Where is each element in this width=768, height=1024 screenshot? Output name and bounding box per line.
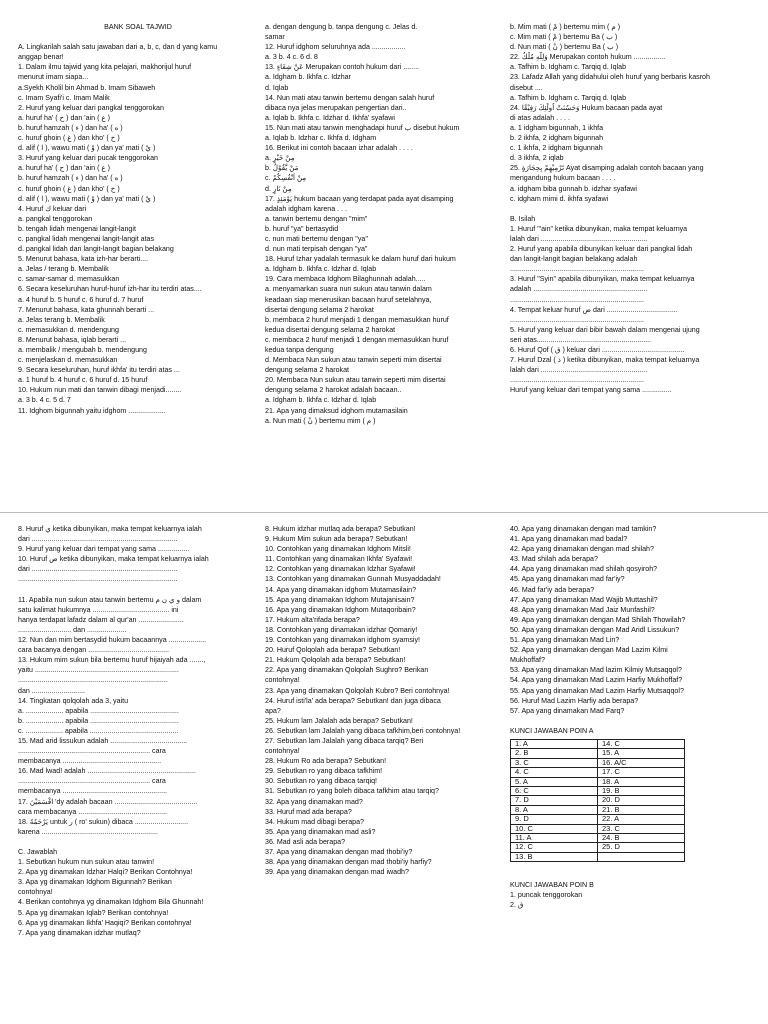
page1-col3-line: 6. Huruf Qof ( ق ) keluar dari .......................................... (510, 346, 685, 354)
answer-key-cell: 7. D (511, 796, 598, 805)
page2-col2-line: 13. Contohkan yang dinamakan Gunnah Musyaddadah! (265, 575, 441, 584)
page2-col2-line: 27. Sebutkan lam Jalalah yang dibaca tarqiq? Beri (265, 736, 424, 745)
page2-col3-line: 52. Apa yang dinamakan dengan Mad Lazim Kilmi (510, 646, 668, 655)
page1-col1-line: a. 1 huruf b. 4 huruf c. 6 huruf d. 15 huruf (18, 376, 148, 385)
page1-col2-line: kedua tanpa dengung (265, 346, 334, 354)
page1-col3-line: b. Mim mati ( مْ ) bertemu mim ( م ) (510, 23, 621, 31)
answer-key-row (511, 749, 685, 758)
answer-key-cell: 12. C (511, 843, 598, 852)
page2-col1-line: a. ................... apabila ............................................. (18, 706, 179, 715)
page2-col2-line: 33. Huruf mad ada berapa? (265, 807, 352, 816)
page2-col1-line: 17. اقْسَمَيْنَ 'dy adalah bacaan .......................................... (18, 797, 198, 806)
page1-col3-line: 4. Tempat keluar huruf ض dari .................................... (510, 305, 678, 314)
page2-col3-line: 56. Huruf Mad Lazim Harfiy ada berapa? (510, 696, 639, 705)
page1-col2-line: 18. Huruf Izhar yadalah termasuk ke dalam huruf dari hukum (265, 255, 456, 264)
page1-col2-line: 21. Apa yang dimaksud idghom mutamasilain (265, 406, 408, 415)
page1-col1-line (18, 32, 258, 42)
page1-col2-line: a. dengan dengung b. tanpa dengung c. Jelas d. (265, 23, 418, 31)
page2-col3-line: 57. Apa yang dinamakan Mad Farq? (510, 706, 625, 715)
page1-col1-line: 9. Secara keseluruhan, huruf ikhfa' itu terdiri atas ... (18, 366, 180, 375)
answer-key-cell: 20. D (598, 796, 685, 805)
answer-key-cell: 23. C (598, 824, 685, 833)
page2-col3-line: 54. Apa yang dinamakan Mad Lazim Harfiy Mukhoffaf? (510, 676, 683, 685)
page2-col1-line: 1. Sebutkan hukum nun sukun atau tanwin! (18, 858, 155, 867)
page1-col1-line: c. Imam Syafi'i c. Imam Malik (18, 93, 110, 102)
page2-col2-line: 31. Sebutkan ro yang boleh dibaca tafkhim atau tarqiq? (265, 787, 439, 796)
page1-col1-line: 8. Menurut bahasa, iqlab berarti ... (18, 335, 127, 344)
page2-col3-line: Mukhoffaf? (510, 656, 545, 665)
answer-key-cell: 8. A (511, 805, 598, 814)
page1-col3-line (510, 204, 750, 214)
page1-col1-line: a. huruf ha' ( ح ) dan 'ain ( ع ) (18, 164, 110, 173)
page1-col1-line: c. menjelaskan d. memasukkan (18, 356, 118, 365)
page1-col1-line: A. Lingkarilah salah satu jawaban dari a, b, c, dan d yang kamu (18, 43, 218, 52)
page2-col3-line: 48. Apa yang dinamakan Mad Jaiz Munfashil? (510, 605, 655, 614)
page-2-column-2 (265, 524, 505, 877)
page1-col2-line: c. nun mati bertemu dengan "ya" (265, 234, 368, 243)
page1-col1-line: d. pangkal lidah dan langit-langit bagian belakang (18, 245, 174, 254)
page1-col2-line: 20. Membaca Nun sukun atau tanwin seperti mim disertai (265, 376, 446, 385)
answer-key-row (511, 739, 685, 748)
page1-col1-line: BANK SOAL TAJWID (104, 23, 172, 31)
page1-col2-line: 16. Berikut ini contoh bacaan izhar adalah . . . . (265, 144, 413, 153)
page1-col2-line: a. menyamarkan suara nun sukun atau tanwin dalam (265, 285, 432, 294)
page2-col1-line: 3. Apa yg dinamakan Idghom Bigunnah? Berikan (18, 878, 172, 887)
page1-col3-line: .................................................................... (510, 295, 645, 304)
answer-key-row (511, 768, 685, 777)
page2-col1-line: 7. Apa yang dinamakan idzhar mutlaq? (18, 928, 141, 937)
page2-col2-line: 23. Apa yang dinamakan Qolqolah Kubro? Beri contohnya! (265, 686, 450, 695)
page2-col1-line: membacanya ..................................................... (18, 787, 168, 796)
answer-key-row (511, 834, 685, 843)
answer-key-cell: 19. B (598, 787, 685, 796)
page1-col2-line: c. membaca 2 huruf menjadi 1 dengan memasukkan huruf (265, 335, 449, 344)
page1-col1-line: b. huruf hamzah ( ء ) dan ha' ( ه ) (18, 123, 123, 132)
page1-col2-line: d. Membaca Nun sukun atau tanwin seperti mim disertai (265, 356, 442, 365)
page2-col1-line: membacanya .................................................. (18, 757, 162, 766)
page1-col3-line: .................................................................... (510, 315, 645, 324)
page2-col2-line: 39. Apa yang dinamakan dengan mad iwadh? (265, 868, 409, 877)
page1-col2-line: a. 3 b. 4 c. 6 d. 8 (265, 53, 318, 62)
page1-col3-line: b. 2 ikhfa, 2 idgham bigunnah (510, 134, 604, 143)
page1-col1-line: 10. Hukum nun mati dan tanwin dibagi menjadi........ (18, 386, 182, 395)
answer-key-cell: 13. B (511, 852, 598, 861)
page1-col1-line: d. alif ( ا ), wawu mati ( وْ ) dan ya' mati ( يْ ) (18, 144, 156, 153)
page2-col1-line: 9. Huruf yang keluar dari tempat yang sama ................ (18, 545, 190, 554)
answer-key-b-item: 2. ق (510, 901, 524, 910)
page2-col3-line: 55. Apa yang dinamakan Mad Lazim Harfiy Mutsaqqol? (510, 686, 684, 695)
page2-col2-line: 8. Hukum idzhar mutlaq ada berapa? Sebutkan! (265, 525, 416, 533)
page2-col2-line: 20. Huruf Qolqolah ada berapa? Sebutkan! (265, 646, 401, 655)
answer-key-b-title: KUNCI JAWABAN POIN B (510, 881, 594, 890)
answer-key-cell: 2. B (511, 749, 598, 758)
page1-col2-line: kedua disertai dengung selama 2 harokat (265, 325, 396, 334)
page2-col2-line: 10. Contohkan yang dinamakan Idghom Mitsli! (265, 545, 411, 554)
page2-col1-line: 2. Apa yg dinamakan Idzhar Halqi? Berikan Contohnya! (18, 868, 193, 877)
page1-col2-line: d. Iqlab (265, 83, 289, 92)
page1-col1-line: 1. Dalam ilmu tajwid yang kita pelajari, makhorijul huruf (18, 63, 192, 72)
page1-col3-line: 5. Huruf yang keluar dari bibir bawah dalam mengenai ujung (510, 325, 700, 334)
page1-col2-line: a. مِنْ خَيْرٍ (265, 154, 295, 163)
answer-key-row (511, 787, 685, 796)
page1-col2-line: a. Iqlab b. Ikhfa c. Idzhar d. Ikhfa' syafawi (265, 113, 395, 122)
page1-col2-line: samar (265, 33, 285, 42)
page2-col1-line: 6. Apa yg dinamakan Ikhfa' Haqiqi? Berikan contohnya! (18, 918, 192, 927)
page1-col3-line: a. Tafhim b. Idgham c. Tarqiq d. Iqlab (510, 93, 627, 102)
page2-col2-line: 24. Huruf isti'la' ada berapa? Sebutkan! dan juga dibaca (265, 696, 441, 705)
page2-col1-line: 13. Hukum mim sukun bila bertemu huruf hijaiyah ada ......., (18, 656, 206, 665)
answer-key-cell: 1. A (511, 739, 598, 748)
page2-col2-line: 21. Hukum Qolqolah ada berapa? Sebutkan! (265, 656, 406, 665)
page2-col1-line: ........................... dan .................... (18, 625, 127, 634)
answer-key-row (511, 777, 685, 786)
page2-col2-line: 19. Contohkan yang dinamakan idghom syamsiy! (265, 636, 420, 645)
page-1-column-3 (510, 22, 750, 395)
answer-key-a-table (510, 739, 685, 862)
page2-col1-line (18, 585, 258, 595)
page1-col2-line: 13. عَنْ شِفَاءٍ Merupakan contoh hukum dari ........ (265, 63, 420, 72)
page1-col3-line: 25. تَرْمِيْهِمْ بِحِجَارَةٍ Ayat disamping adalah contoh bacaan yang (510, 164, 704, 173)
page1-col3-line: disebut .... (510, 83, 543, 92)
page1-col3-line: c. 1 ikhfa, 2 idgham bigunnah (510, 144, 603, 153)
page1-col2-line: 19. Cara membaca Idghom Bilaghunnah adalah..... (265, 275, 426, 284)
answer-key-cell: 21. B (598, 805, 685, 814)
page2-col2-line: 18. Contohkan yang dinamakan idzhar Qomariy! (265, 625, 418, 634)
answer-key-cell: 17. C (598, 768, 685, 777)
page2-col2-line: 38. Apa yang dinamakan dengan mad thobi'iy harfiy? (265, 858, 432, 867)
answer-key-cell: 4. C (511, 768, 598, 777)
page2-col1-line: ................................................................................. (18, 575, 178, 584)
answer-key-cell: 10. C (511, 824, 598, 833)
page1-col1-line: c. huruf ghoin ( غ ) dan kho' ( خ ) (18, 134, 120, 143)
page2-col1-line: 15. Mad arid lissukun adalah ....................................... (18, 736, 188, 745)
page-2-column-3 (510, 524, 750, 911)
page1-col3-line: a. idgham biba gunnah b. idzhar syafawi (510, 184, 637, 193)
page1-col2-line: adalah idgham karena . . . (265, 204, 348, 213)
page1-col3-line: a. 1 idgham bigunnah, 1 ikhfa (510, 123, 604, 132)
answer-key-cell: 11. A (511, 834, 598, 843)
answer-key-cell: 14. C (598, 739, 685, 748)
page2-col2-line: 12. Contohkan yang dinamakan Idzhar Syafawi! (265, 565, 416, 574)
page2-col3-line: 46. Mad far'iy ada berapa? (510, 585, 595, 594)
page2-col2-line: 29. Sebutkan ro yang dibaca tafkhim! (265, 767, 383, 776)
page1-col3-line: d. 3 ikhfa, 2 iqlab (510, 154, 564, 163)
page1-col1-line: d. alif ( ا ), wawu mati ( وْ ) dan ya' mati ( يْ ) (18, 194, 156, 203)
page1-col2-line: dengung selama 2 harokat adalah bacaan.. (265, 386, 402, 395)
page2-col2-line: 36. Mad asli ada berapa? (265, 837, 346, 846)
page1-col2-line: a. Iqlab b. Idzhar c. Ikhfa d. Idgham (265, 134, 377, 143)
page2-col1-line: 5. Apa yg dinamakan Iqlab? Berikan contohnya! (18, 908, 169, 917)
page2-col3-line: 42. Apa yang dinamakan dengan mad shilah? (510, 545, 654, 554)
page1-col1-line: c. memasukkan d. mendengung (18, 325, 119, 334)
page2-col1-line: cara bacanya dengan ......................................... (18, 646, 170, 655)
answer-key-cell (598, 852, 685, 861)
page1-col3-line: a. Tafhim b. Idgham c. Tarqiq d. Iqlab (510, 63, 627, 72)
page-1-column-2 (265, 22, 505, 426)
page1-col2-line: a. Idgham b. Ikhfa c. Idzhar (265, 73, 351, 82)
page2-col2-line: 17. Hukum alta'rifada berapa? (265, 615, 360, 624)
page1-col3-line: .................................................................... (510, 265, 645, 274)
page1-col1-line: b. huruf hamzah ( ء ) dan ha' ( ه ) (18, 174, 123, 183)
page1-col3-line: 24. وَحَسُنَتْ اُولٰٓئِكَ رَفِيْقًا Hukum bacaan pada ayat (510, 103, 663, 112)
page1-col1-line: a. Jelas / terang b. Membalik (18, 265, 109, 274)
page1-col1-line: c. huruf ghoin ( غ ) dan kho' ( خ ) (18, 184, 120, 193)
page1-col3-line: d. Nun mati ( نْ ) bertemu Ba ( ب ) (510, 43, 619, 52)
page1-col3-line: seri atas.......................................................... (510, 335, 652, 344)
answer-key-row (511, 852, 685, 861)
page2-col1-line: c. ................... apabila ............................................. (18, 726, 179, 735)
page2-col1-line: 14. Tingkatan qolqolah ada 3, yaitu (18, 696, 129, 705)
page1-col2-line: a. tanwin bertemu dengan "mim" (265, 214, 368, 223)
page1-col2-line: b. مَنْ يَّقُوْلُ (265, 164, 299, 173)
page2-col1-line: yaitu ......................................................................... (18, 666, 179, 675)
page1-col1-line: 4. Huruf ك keluar dari (18, 204, 87, 213)
page2-col1-line: 11. Apabila nun sukun atau tanwin bertemu و ي ن م dalam (18, 595, 202, 604)
page1-col3-line: dan langit-langit bagian belakang adalah (510, 255, 638, 264)
page1-col3-line: 22. وَلِلَّهِ مُلْكُ Merupakan contoh hukum ................ (510, 53, 666, 62)
page1-col3-line: c. idgham mimi d. ikhfa syafawi (510, 194, 609, 203)
page1-col1-line: a. 3 b. 4 c. 5 d. 7 (18, 396, 71, 405)
page2-col2-line: 26. Sebutkan lam Jalalah yang dibaca tafkhim,beri contohnya! (265, 726, 461, 735)
page1-col2-line: c. مِنْ اَنْفُسِكُمْ (265, 174, 307, 183)
page1-col1-line: c. samar-samar d. memasukkan (18, 275, 120, 284)
page-1-column-1 (18, 22, 258, 416)
page1-col1-line: a.Syekh Kholil bin Ahmad b. Imam Sibaweh (18, 83, 156, 92)
page2-col1-line: 18. يَرْحَمُهُ untuk ر ( ro' sukun) dibaca ........................... (18, 817, 189, 826)
page1-col3-line: lalah dari ...................................................... (510, 366, 648, 375)
page1-col2-line: a. Idgham b. Ikhfa c. Idzhar d. Iqlab (265, 396, 377, 405)
page2-col2-line: 14. Apa yang dinamakan idghom Mutamasilain? (265, 585, 417, 594)
page1-col3-line: lalah dari ...................................................... (510, 234, 648, 243)
page1-col1-line: anggap benar! (18, 53, 64, 62)
page2-col1-line: C. Jawablah (18, 848, 58, 856)
page2-col2-line: 28. Hukum Ro ada berapa? Sebutkan! (265, 757, 387, 766)
answer-key-cell: 6. C (511, 787, 598, 796)
page2-col2-line: contohnya! (265, 747, 300, 756)
page2-col2-line: 32. Apa yang dinamakan mad? (265, 797, 363, 806)
page2-col3-line: 41. Apa yang dinamakan mad badal? (510, 535, 628, 544)
page1-col3-line: 3. Huruf "Syin" apabila dibunyikan, maka tempat keluarnya (510, 275, 695, 284)
page1-col3-line: B. Isilah (510, 214, 536, 223)
page2-col3-line: 45. Apa yang dinamakan mad far'iy? (510, 575, 625, 584)
page2-col1-line: ................................................................... cara (18, 777, 166, 786)
page2-col1-line: 12. Nun dan mim bertasydid hukum bacaannya ................... (18, 636, 207, 645)
answer-key-cell: 22. A (598, 815, 685, 824)
answer-key-row (511, 843, 685, 852)
answer-key-row (511, 758, 685, 767)
answer-key-cell: 3. C (511, 758, 598, 767)
page2-col1-line: hanya terdapat lafadz dalam al qur'an ....................... (18, 615, 184, 624)
page2-col2-line: 11. Contohkan yang dinamakan Ikhfa' Syafawi! (265, 555, 413, 564)
page1-col2-line: dengung selama 2 harokat (265, 366, 350, 375)
answer-key-cell: 5. A (511, 777, 598, 786)
page2-col1-line: 8. Huruf ي ketika dibunyikan, maka tempat keluarnya ialah (18, 525, 202, 533)
answer-key-cell: 16. A/C (598, 758, 685, 767)
page1-col3-line: adalah .......................................................... (510, 285, 648, 294)
page1-col2-line: b. membaca 2 huruf menjadi 1 dengan memasukkan huruf (265, 315, 449, 324)
answer-key-b-item: 1. puncak tenggorokan (510, 891, 583, 900)
page2-col2-line: 25. Hukum lam Jalalah ada berapa? Sebutkan! (265, 716, 413, 725)
page1-col1-line: menurut imam siapa... (18, 73, 89, 82)
page1-col3-line: mengandung hukum bacaan . . . . (510, 174, 616, 183)
page2-col2-line: contohnya! (265, 676, 300, 685)
page2-col2-line: 34. Hukum mad dibagi berapa? (265, 817, 364, 826)
page1-col2-line: b. huruf "ya" bertasydid (265, 224, 339, 233)
page2-col3-line: 43. Mad shilah ada berapa? (510, 555, 598, 564)
page2-col3-line: 51. Apa yang dinamakan Mad Lin? (510, 636, 620, 645)
page2-col2-line: apa? (265, 706, 281, 715)
answer-key-row (511, 796, 685, 805)
page1-col3-line: di atas adalah . . . . (510, 113, 570, 122)
page1-col3-line: .................................................................... (510, 376, 645, 385)
page2-col1-line: 4. Berikan contohnya yg dinamakan Idghom Bila Ghunnah! (18, 898, 204, 907)
page2-col3-line: 47. Apa yang dinamakan Mad Wajib Muttashil? (510, 595, 658, 604)
page1-col2-line: dibaca nya jelas merupakan pengertian dari.. (265, 103, 407, 112)
page2-col1-line (18, 837, 258, 847)
page2-col2-line: 9. Hukum Mim sukun ada berapa? Sebutkan! (265, 535, 408, 544)
page1-col2-line: 15. Nun mati atau tanwin menghadapi huruf ب disebut hukum (265, 123, 460, 132)
page1-col1-line: c. pangkal lidah mengenai langit-langit atas (18, 234, 155, 243)
page1-col3-line: 2. Huruf yang apabila dibunyikan keluar dari pangkal lidah (510, 245, 693, 254)
page2-col1-line: ................................................................... cara (18, 747, 166, 756)
page2-col3-line: 49. Apa yang dinamakan dengan Mad Shilah Thowilah? (510, 615, 686, 624)
answer-key-row (511, 815, 685, 824)
page1-col2-line: d. nun mati terpisah dengan "ya" (265, 245, 368, 254)
page2-col1-line: ............................................................................ (18, 676, 168, 685)
answer-key-cell: 24. B (598, 834, 685, 843)
page1-col3-line: c. Mim mati ( مْ ) bertemu Ba ( ب ) (510, 33, 618, 42)
answer-key-cell: 9. D (511, 815, 598, 824)
page2-col2-line: 35. Apa yang dinamakan mad asli? (265, 827, 376, 836)
page1-col2-line: a. Idgham b. Ikhfa c. Idzhar d. Iqlab (265, 265, 377, 274)
page1-col2-line: d. مِنْ نَارٍ (265, 184, 292, 193)
page2-col3-line: KUNCI JAWABAN POIN A (510, 726, 594, 735)
page2-col1-line: dari .......................................................................... (18, 535, 178, 544)
page-2-column-1 (18, 524, 258, 938)
page2-col2-line: 16. Apa yang dinamakan Idghom Mutaqoribain? (265, 605, 416, 614)
page1-col1-line: 5. Menurut bahasa, kata izh-har berarti.... (18, 255, 149, 264)
page1-col1-line: b. tengah lidah mengenai langit-langit (18, 224, 136, 233)
page2-col3-line: 50. Apa yang dinamakan dengan Mad Aridl Lissukun? (510, 625, 680, 634)
page2-col1-line: cara membacanya ............................................. (18, 807, 168, 816)
page2-col1-line: contohnya! (18, 888, 53, 897)
page2-col3-line (510, 716, 750, 726)
page1-col2-line: disertai dengung selama 2 harokat (265, 305, 374, 314)
page1-col3-line: 1. Huruf "'ain" ketika dibunyikan, maka tempat keluarnya (510, 224, 688, 233)
page2-col3-line: 40. Apa yang dinamakan dengan mad tamkin? (510, 525, 657, 533)
page1-col1-line: 7. Menurut bahasa, kata ghunnah berarti ... (18, 305, 155, 314)
page1-col3-line: 7. Huruf Dzal ( ذ ) ketika dibunyikan, maka tempat keluarnya (510, 356, 700, 365)
page1-col1-line: a. 4 huruf b. 5 huruf c. 6 huruf d. 7 huruf (18, 295, 144, 304)
page2-col1-line: satu kalimat hukumnya ....................................... ini (18, 605, 179, 614)
page2-col1-line: dan ........................... (18, 686, 86, 695)
page2-col2-line: 15. Apa yang dinamakan Idghom Mutajanisain? (265, 595, 415, 604)
page2-col1-line: dari .......................................................................... (18, 565, 178, 574)
page1-col1-line: a. huruf ha' ( ح ) dan 'ain ( ع ) (18, 113, 110, 122)
page1-col3-line: 23. Lafadz Allah yang didahului oleh huruf yang berbaris kasroh (510, 73, 710, 82)
page-divider (0, 512, 768, 513)
answer-key-row (511, 805, 685, 814)
page2-col1-line: 16. Mad lwad! adalah ....................................................... (18, 767, 196, 776)
page1-col1-line: a. membalik / mengubah b. mendengung (18, 346, 147, 354)
page2-col1-line: b. ................... apabila ............................................. (18, 716, 179, 725)
page1-col1-line: a. pangkal tenggorokan (18, 214, 93, 223)
page2-col2-line: 37. Apa yang dinamakan dengan mad thobi'iy? (265, 848, 413, 856)
answer-key-cell: 25. D (598, 843, 685, 852)
page1-col1-line: 2. Huruf yang keluar dari pangkal tenggorokan (18, 103, 164, 112)
page1-col2-line: a. Nun mati ( نْ ) bertemu mim ( م ) (265, 416, 376, 425)
page1-col2-line: 14. Nun mati atau tanwin bertemu dengan salah huruf (265, 93, 435, 102)
page2-col2-line: 30. Sebutkan ro yang dibaca tarqiq! (265, 777, 378, 786)
page2-col3-line: 44. Apa yang dinamakan mad shilah qosyiroh? (510, 565, 658, 574)
answer-key-cell: 18. A (598, 777, 685, 786)
page1-col2-line: 17. يَوْمَئِذٍ hukum bacaan yang terdapat pada ayat disamping (265, 194, 454, 203)
page1-col1-line: 6. Secara keseluruhan huruf-huruf izh-har itu terdiri atas.... (18, 285, 202, 294)
answer-key-cell: 15. A (598, 749, 685, 758)
page1-col1-line: a. Jelas terang b. Membalik (18, 315, 105, 324)
page2-col3-line: 53. Apa yang dinamakan Mad lazim Kilmiy Mutsaqqol? (510, 666, 682, 675)
page2-col1-line: karena ........................................................... (18, 827, 158, 836)
page1-col1-line: 3. Huruf yang keluar dari pucak tenggorokan (18, 154, 158, 163)
page1-col2-line: keadaan siap menerusikan bacaan huruf setelahnya, (265, 295, 432, 304)
page2-col2-line: 22. Apa yang dinamakan Qolqolah Sughro? Berikan (265, 666, 429, 675)
page1-col2-line: 12. Huruf idghom seluruhnya ada ................. (265, 43, 406, 52)
page2-col1-line: 10. Huruf ص ketika dibunyikan, maka tempat keluarnya ialah (18, 555, 209, 564)
page1-col3-line: Huruf yang keluar dari tempat yang sama ............... (510, 386, 672, 395)
page1-col1-line: 11. Idghom bigunnah yaitu idghom ................... (18, 406, 166, 415)
answer-key-row (511, 824, 685, 833)
